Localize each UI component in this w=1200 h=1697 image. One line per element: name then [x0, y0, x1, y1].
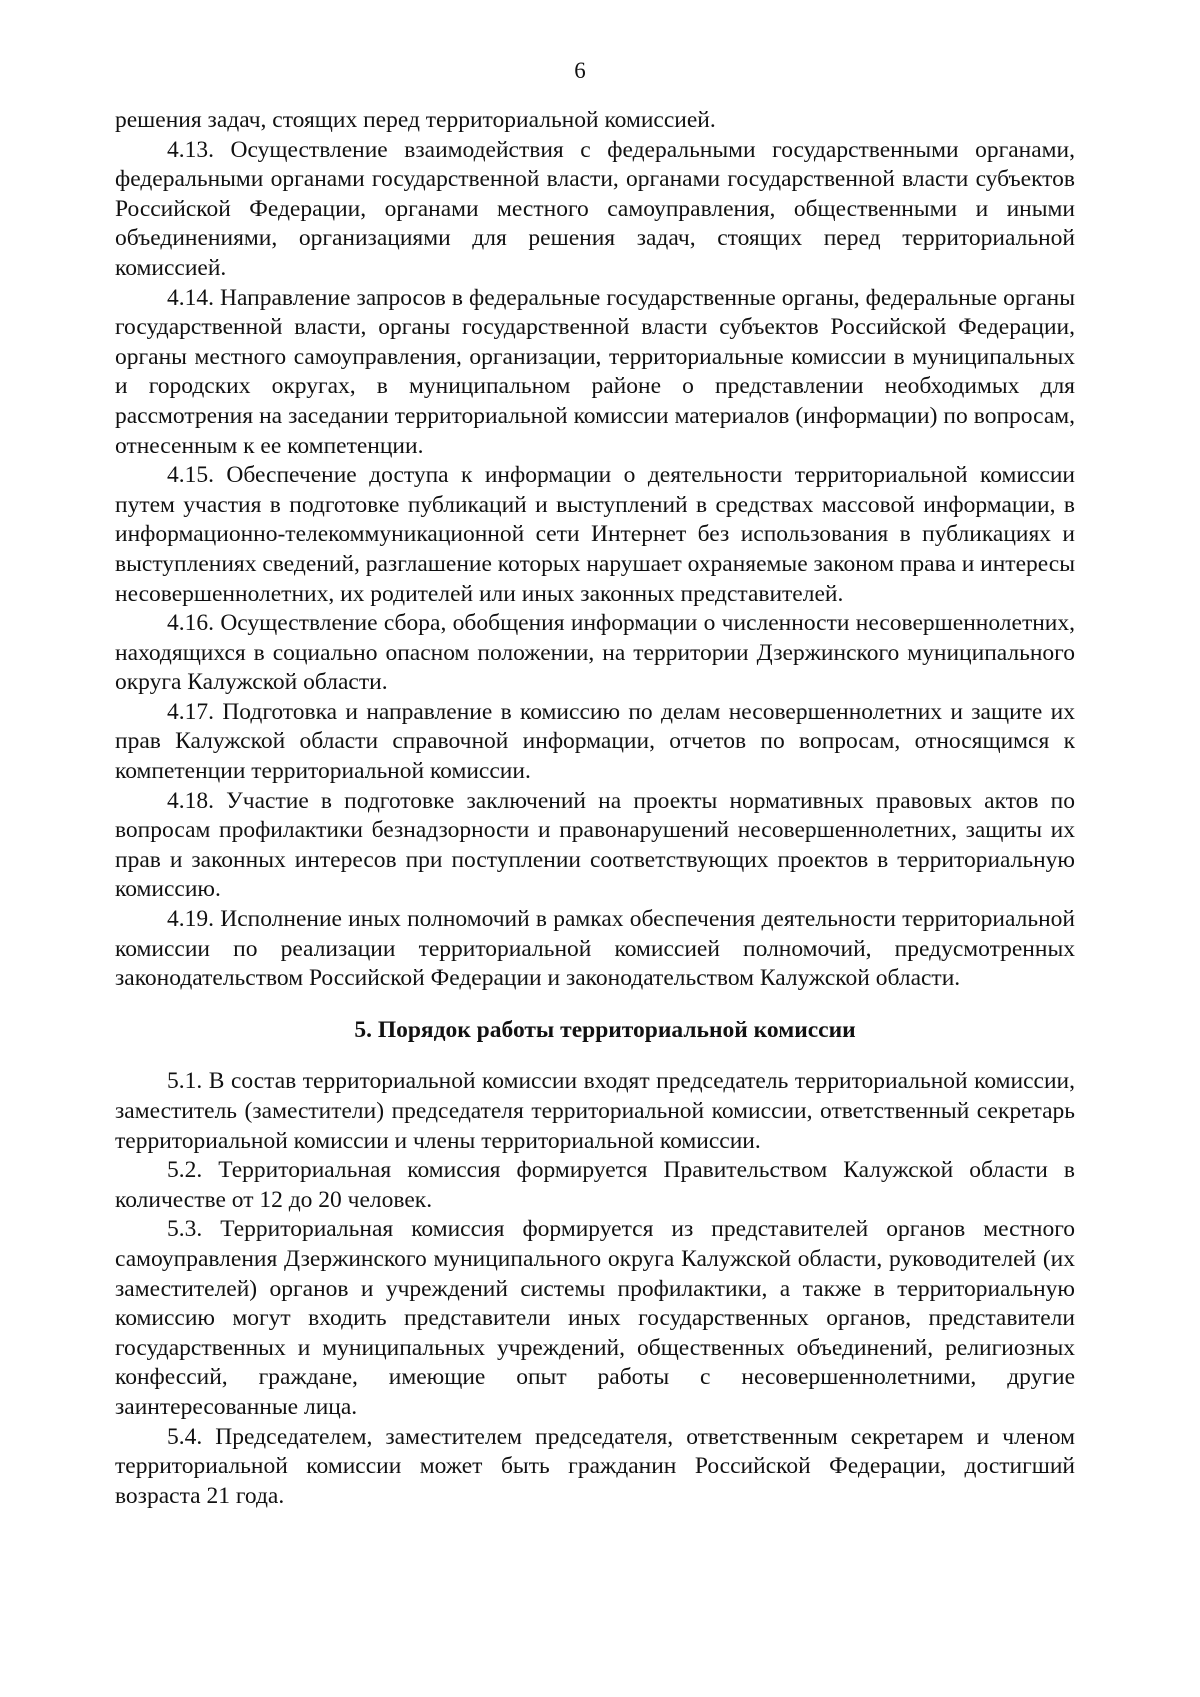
- paragraph-4-15: 4.15. Обеспечение доступа к информации о деятельности территориальной комиссии путем участия в подготовке публикаций и выступлений в средствах массовой информации, в информационно-телекоммуникационной сети Интернет без использования в публикациях и выступлениях сведений, разглашение которых нарушает охраняемые законом права и интересы несовершеннолетних, их родителей или иных законных представителей.: [115, 462, 1075, 607]
- paragraph-5-3: 5.3. Территориальная комиссия формируется из представителей органов местного самоуправления Дзержинского муниципального округа Калужской области, руководителей (их заместителей) органов и учреждений системы профилактики, а также в территориальную комиссию могут входить представители иных государственных органов, представители государственных и муниципальных учреждений, общественных объединений, религиозных конфессий, граждане, имеющие опыт работы с несовершеннолетними, другие заинтересованные лица.: [115, 1216, 1075, 1420]
- paragraph-4-16: 4.16. Осуществление сбора, обобщения информации о численности несовершеннолетних, находящихся в социально опасном положении, на территории Дзержинского муниципального округа Калужской области.: [115, 610, 1075, 696]
- paragraph-5-2: 5.2. Территориальная комиссия формируется Правительством Калужской области в количестве от 12 до 20 человек.: [115, 1157, 1075, 1213]
- paragraph-4-18: 4.18. Участие в подготовке заключений на проекты нормативных правовых актов по вопросам профилактики безнадзорности и правонарушений несовершеннолетних, защиты их прав и законных интересов при поступлении соответствующих проектов в территориальную комиссию.: [115, 787, 1075, 903]
- page-number: 6: [574, 58, 586, 83]
- paragraph-4-19: 4.19. Исполнение иных полномочий в рамках обеспечения деятельности территориальной комиссии по реализации территориальной комиссией полномочий, предусмотренных законодательством Российской Федерации и законодательством Калужской области.: [115, 906, 1075, 992]
- document-body: [115, 106, 1075, 1511]
- paragraph-continuation: решения задач, стоящих перед территориальной комиссией.: [115, 107, 716, 133]
- paragraph-4-17: 4.17. Подготовка и направление в комиссию по делам несовершеннолетних и защите их прав Калужской области справочной информации, отчетов по вопросам, относящимся к компетенции территориальной комиссии.: [115, 698, 1075, 785]
- paragraph-4-14: 4.14. Направление запросов в федеральные государственные органы, федеральные органы государственной власти, органы государственной власти субъектов Российской Федерации, органы местного самоуправления, организации, территориальные комиссии в муниципальных и городских округах, в муниципальном районе о представлении необходимых для рассмотрения на заседании территориальной комиссии материалов (информации) по вопросам, отнесенным к ее компетенции.: [115, 284, 1075, 459]
- paragraph-4-13: 4.13. Осуществление взаимодействия с федеральными государственными органами, федеральными органами государственной власти, органами государственной власти субъектов Российской Федерации, органами местного самоуправления, общественными и иными объединениями, организациями для решения задач, стоящих перед территориальной комиссией.: [115, 136, 1075, 281]
- paragraph-5-1: 5.1. В состав территориальной комиссии входят председатель территориальной комиссии, заместитель (заместители) председателя территориальной комиссии, ответственный секретарь территориальной комиссии и члены территориальной комиссии.: [115, 1068, 1075, 1154]
- paragraph-5-4: 5.4. Председателем, заместителем председателя, ответственным секретарем и членом территориальной комиссии может быть гражданин Российской Федерации, достигший возраста 21 года.: [115, 1423, 1075, 1509]
- section-heading: 5. Порядок работы территориальной комиссии: [354, 1016, 856, 1043]
